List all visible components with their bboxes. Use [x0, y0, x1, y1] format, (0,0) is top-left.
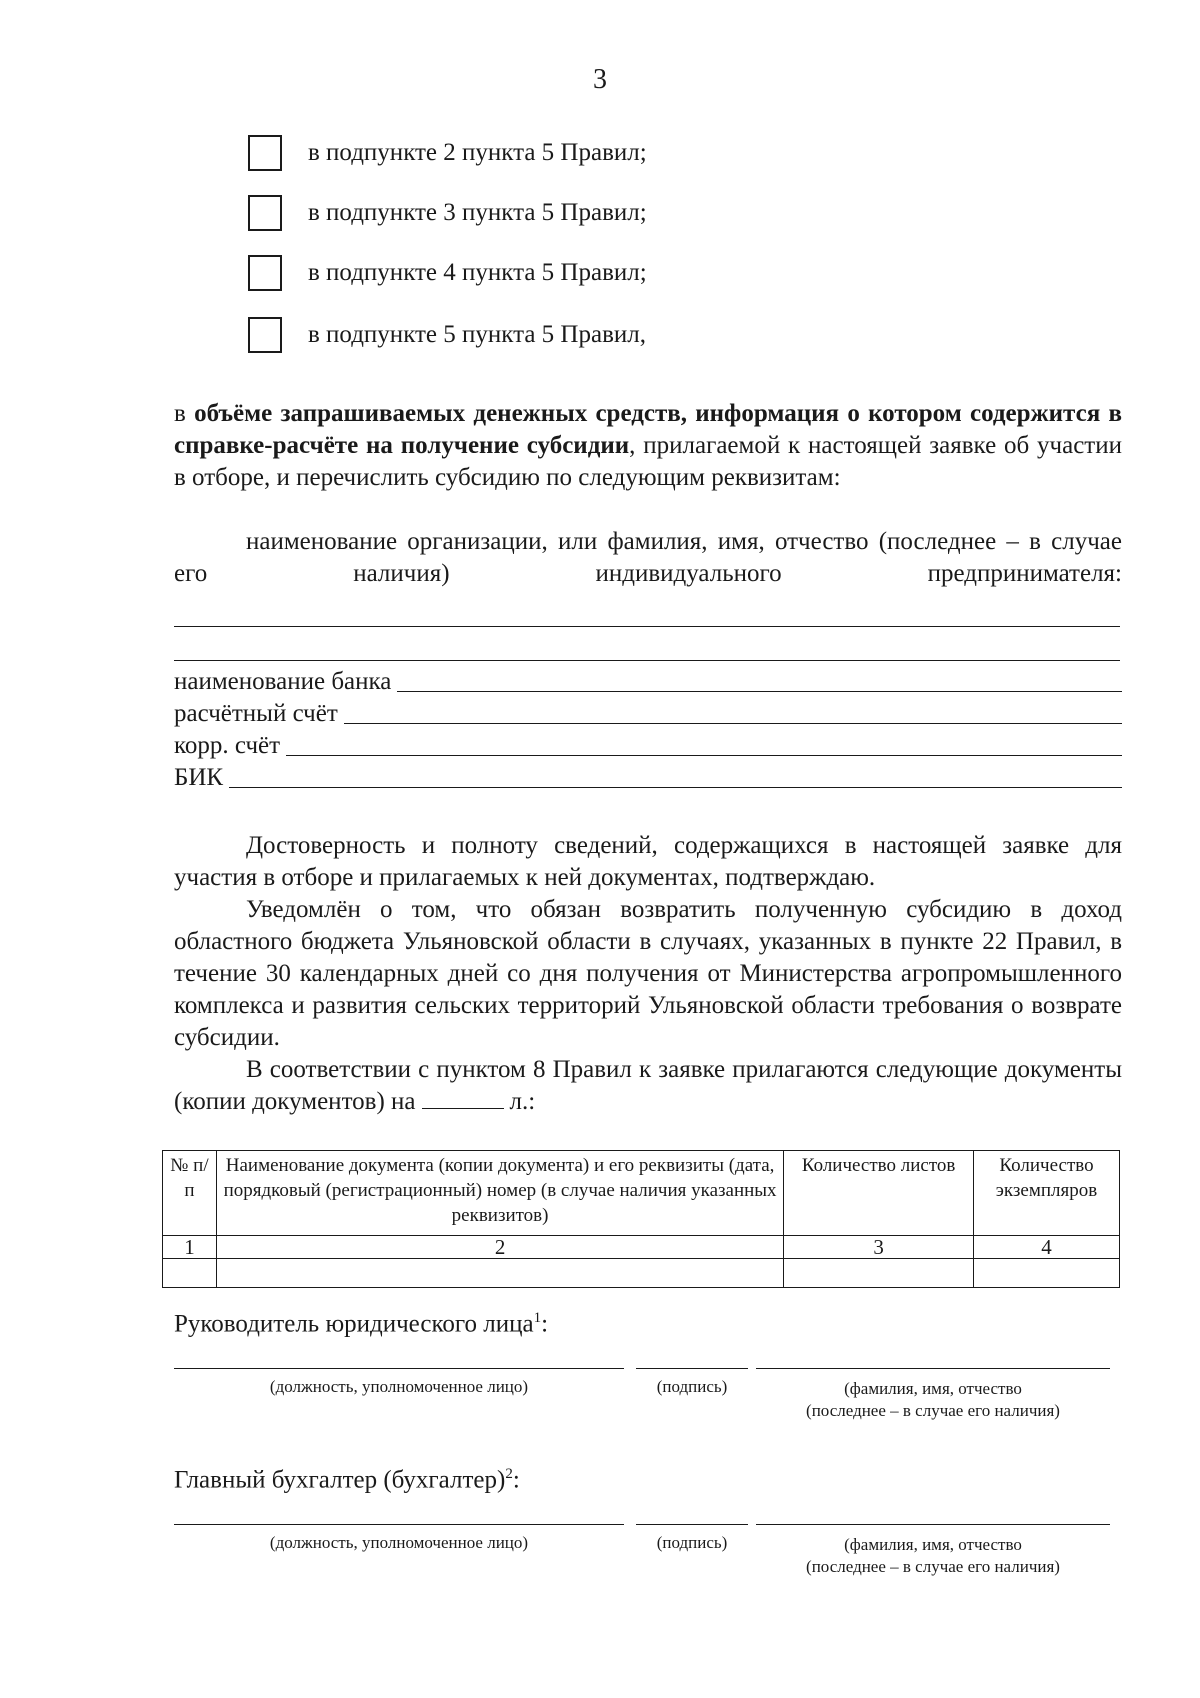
accountant-signature-caption: (подпись) [656, 1533, 728, 1552]
column-number: 4 [974, 1236, 1120, 1259]
table-column-numbers-row [163, 1236, 1120, 1259]
attachments-text: В соответствии с пунктом 8 Правил к заявке прилагаются следующие документы (копии документов) на [174, 1056, 1122, 1115]
accountant-name-caption-line-1: (фамилия, имя, отчество [844, 1535, 1022, 1554]
table-cell[interactable] [163, 1259, 217, 1288]
accountant-name-line[interactable] [756, 1524, 1110, 1525]
checkbox[interactable] [248, 255, 282, 291]
checkbox-label: в подпункте 4 пункта 5 Правил; [308, 259, 647, 286]
volume-prefix: в [174, 400, 195, 427]
bank-name-field[interactable] [174, 664, 1122, 696]
notification-paragraph: Уведомлён о том, что обязан возвратить полученную субсидию в доход областного бюджета Ульяновской области в случаях, указанных в пункте 22 Правил, в течение 30 календарных дней со дня получения от Министерства агропромышленного комплекса и развития сельских территорий Ульяновской области требования о возврате субсидии. [174, 896, 1122, 1051]
header-copies: Количество экземпляров [974, 1151, 1120, 1236]
reliability-paragraph: Достоверность и полноту сведений, содержащихся в настоящей заявке для участия в отборе и прилагаемых к ней документах, подтверждаю. [174, 832, 1122, 891]
volume-rest-text: , прилагаемой к настоящей заявке об участии в отборе, и перечислить субсидию по следующим реквизитам: [174, 432, 1122, 491]
org-name-line-2[interactable] [174, 660, 1120, 661]
checkbox[interactable] [248, 317, 282, 353]
account-label: расчётный счёт [174, 700, 338, 727]
head-signature-caption: (подпись) [656, 1377, 728, 1396]
sheet-count-blank[interactable] [422, 1088, 504, 1109]
accountant-name-caption-line-2: (последнее – в случае его наличия) [806, 1557, 1060, 1576]
checkbox[interactable] [248, 195, 282, 231]
head-heading-text: Руководитель юридического лица [174, 1310, 534, 1338]
volume-paragraph [174, 398, 1122, 494]
head-signature-heading [174, 1310, 548, 1338]
head-position-caption: (должность, уполномоченное лицо) [269, 1377, 529, 1396]
footnote-marker: 2 [505, 1466, 513, 1482]
table-cell[interactable] [784, 1259, 974, 1288]
corr-account-field[interactable] [174, 728, 1122, 760]
table-cell[interactable] [216, 1259, 783, 1288]
org-name-label: наименование организации, или фамилия, имя, отчество (последнее – в случае его наличия) индивидуального предпринимателя: [174, 528, 1122, 587]
accountant-signature-line[interactable] [636, 1524, 748, 1525]
checkbox-label: в подпункте 3 пункта 5 Правил; [308, 199, 647, 226]
documents-table [162, 1150, 1120, 1288]
header-sheets: Количество листов [784, 1151, 974, 1236]
head-signature-line[interactable] [636, 1368, 748, 1369]
bik-line[interactable] [229, 787, 1122, 788]
table-header-row [163, 1151, 1120, 1236]
account-line[interactable] [344, 723, 1122, 724]
account-field[interactable] [174, 696, 1122, 728]
table-row[interactable] [163, 1259, 1120, 1288]
bank-name-label: наименование банка [174, 668, 392, 695]
bank-name-line[interactable] [397, 691, 1122, 692]
table-cell[interactable] [974, 1259, 1120, 1288]
footnote-marker: 1 [533, 1310, 542, 1326]
header-number: № п/п [163, 1151, 217, 1236]
heading-colon: : [541, 1310, 549, 1338]
column-number: 3 [784, 1236, 974, 1259]
attachments-paragraph [174, 1054, 1122, 1118]
column-number: 2 [216, 1236, 783, 1259]
head-name-caption-line-2: (последнее – в случае его наличия) [806, 1401, 1060, 1420]
corr-account-label: корр. счёт [174, 732, 281, 759]
page-number: 3 [593, 64, 607, 95]
bik-field[interactable] [174, 760, 1122, 792]
head-name-line[interactable] [756, 1368, 1110, 1369]
heading-colon: : [512, 1466, 520, 1494]
corr-account-line[interactable] [286, 755, 1122, 756]
org-name-line-1[interactable] [174, 626, 1120, 627]
volume-bold-text: объёме запрашиваемых денежных средств, информация о котором содержится в справке-расчёте на получение субсидии [174, 400, 1122, 459]
bik-label: БИК [174, 764, 224, 791]
checkbox-label: в подпункте 2 пункта 5 Правил; [308, 139, 647, 166]
column-number: 1 [163, 1236, 217, 1259]
accountant-position-caption: (должность, уполномоченное лицо) [269, 1533, 529, 1552]
accountant-signature-heading [174, 1466, 520, 1494]
header-document-name: Наименование документа (копии документа) и его реквизиты (дата, порядковый (регистрационный) номер (в случае наличия указанных реквизитов) [216, 1151, 783, 1236]
accountant-heading-text: Главный бухгалтер (бухгалтер) [174, 1466, 506, 1494]
checkbox[interactable] [248, 135, 282, 171]
head-name-caption-line-1: (фамилия, имя, отчество [844, 1379, 1022, 1398]
checkbox-label: в подпункте 5 пункта 5 Правил, [308, 321, 646, 348]
accountant-position-line[interactable] [174, 1524, 624, 1525]
head-position-line[interactable] [174, 1368, 624, 1369]
attachments-end: л.: [509, 1088, 536, 1115]
